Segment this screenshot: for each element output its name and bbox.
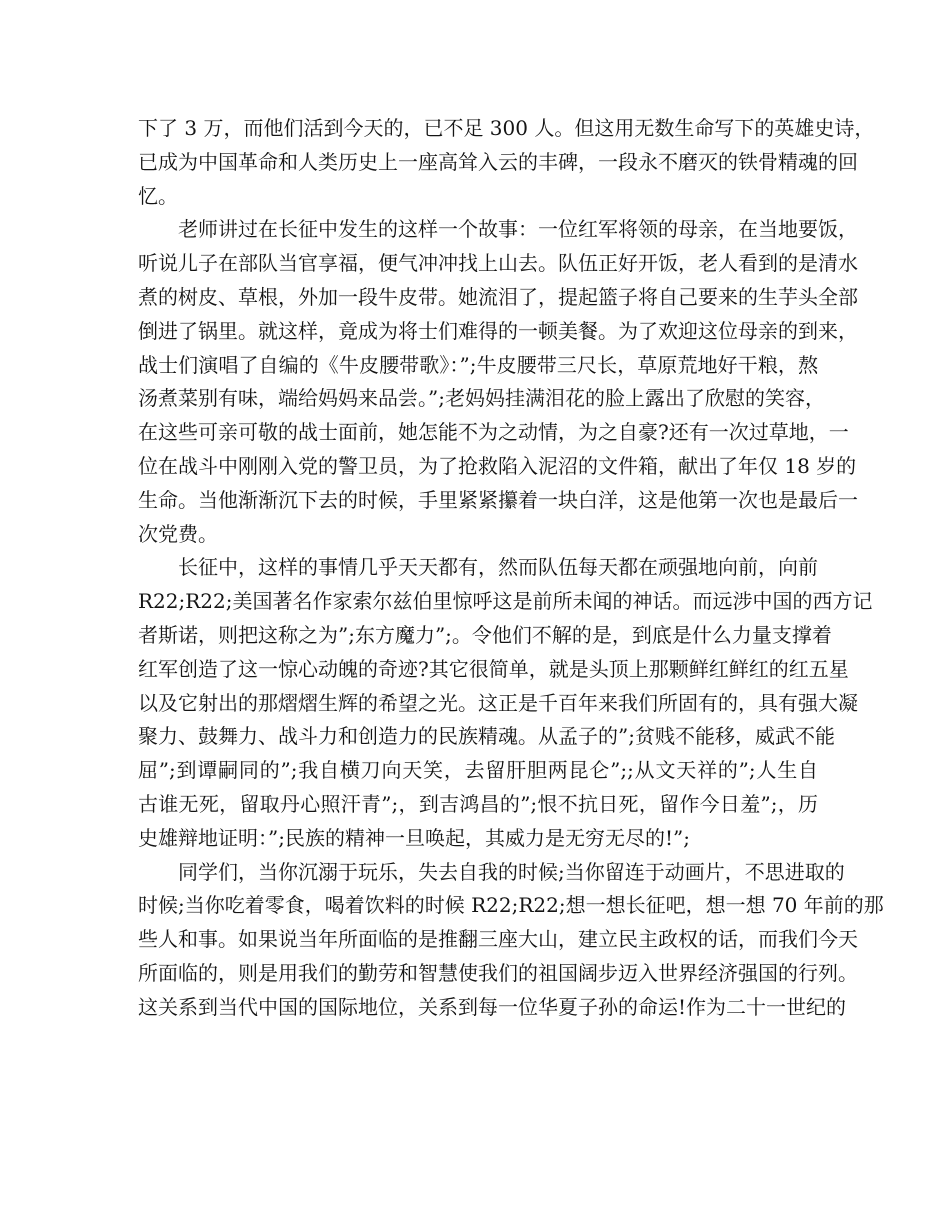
text-line: 在这些可亲可敬的战士面前，她怎能不为之动情，为之自豪?还有一次过草地，一 <box>138 420 849 445</box>
paragraph-first-line: 长征中，这样的事情几乎天天都有，然而队伍每天都在顽强地向前，向前 <box>178 555 818 580</box>
text-line: 所面临的，则是用我们的勤劳和智慧使我们的祖国阔步迈入世界经济强国的行列。 <box>138 960 858 985</box>
text-line: 下了 3 万，而他们活到今天的，已不足 300 人。但这用无数生命写下的英雄史诗， <box>138 116 875 140</box>
body-text <box>138 112 884 1025</box>
text-line: 生命。当他渐渐沉下去的时候，手里紧紧攥着一块白洋，这是他第一次也是最后一 <box>138 487 858 512</box>
text-line: 者斯诺，则把这称之为”;东方魔力”;。令他们不解的是，到底是什么力量支撑着 <box>138 622 832 647</box>
text-line: 倒进了锅里。就这样，竟成为将士们难得的一顿美餐。为了欢迎这位母亲的到来， <box>138 318 858 343</box>
text-line: 忆。 <box>138 183 178 208</box>
text-line: 汤煮菜别有味，端给妈妈来品尝。”;老妈妈挂满泪花的脸上露出了欣慰的笑容， <box>138 386 825 411</box>
text-line: 些人和事。如果说当年所面临的是推翻三座大山，建立民主政权的话，而我们今天 <box>138 927 858 952</box>
text-line: 次党费。 <box>138 521 218 546</box>
text-line: 屈”;到谭嗣同的”;我自横刀向天笑，去留肝胆两昆仑”;;从文天祥的”;人生自 <box>138 758 818 783</box>
text-line: 已成为中国革命和人类历史上一座高耸入云的丰碑，一段永不磨灭的铁骨精魂的回 <box>138 149 858 174</box>
text-line: 位在战斗中刚刚入党的警卫员，为了抢救陷入泥沼的文件箱，献出了年仅 18 岁的 <box>138 453 857 478</box>
text-line: 这关系到当代中国的国际地位，关系到每一位华夏子孙的命运!作为二十一世纪的 <box>138 994 847 1019</box>
text-line: 时候;当你吃着零食，喝着饮料的时候 R22;R22;想一想长征吧，想一想 70 年前的那 <box>138 893 884 918</box>
text-line: 以及它射出的那熠熠生辉的希望之光。这正是千百年来我们所固有的，具有强大凝 <box>138 690 858 715</box>
paragraph-first-line: 老师讲过在长征中发生的这样一个故事：一位红军将领的母亲，在当地要饭， <box>178 217 858 242</box>
text-line: 战士们演唱了自编的《牛皮腰带歌》：”;牛皮腰带三尺长，草原荒地好干粮，熬 <box>138 352 818 377</box>
paragraph-first-line: 同学们，当你沉溺于玩乐，失去自我的时候;当你留连于动画片，不思进取的 <box>178 859 845 884</box>
text-line: 聚力、鼓舞力、战斗力和创造力的民族精魂。从孟子的”;贫贱不能移，威武不能 <box>138 724 835 749</box>
text-line: 听说儿子在部队当官享福，便气冲冲找上山去。队伍正好开饭，老人看到的是清水 <box>138 251 858 276</box>
text-line: R22;R22;美国著名作家索尔兹伯里惊呼这是前所未闻的神话。而远涉中国的西方记 <box>138 589 873 614</box>
text-line: 古谁无死，留取丹心照汗青”;，到吉鸿昌的”;恨不抗日死，留作今日羞”;，历 <box>138 791 818 816</box>
text-line: 煮的树皮、草根，外加一段牛皮带。她流泪了，提起篮子将自己要来的生芋头全部 <box>138 284 858 309</box>
text-line: 红军创造了这一惊心动魄的奇迹?其它很简单，就是头顶上那颗鲜红鲜红的红五星 <box>138 656 849 681</box>
text-line: 史雄辩地证明：”;民族的精神一旦唤起，其威力是无穷无尽的!”; <box>138 825 690 850</box>
